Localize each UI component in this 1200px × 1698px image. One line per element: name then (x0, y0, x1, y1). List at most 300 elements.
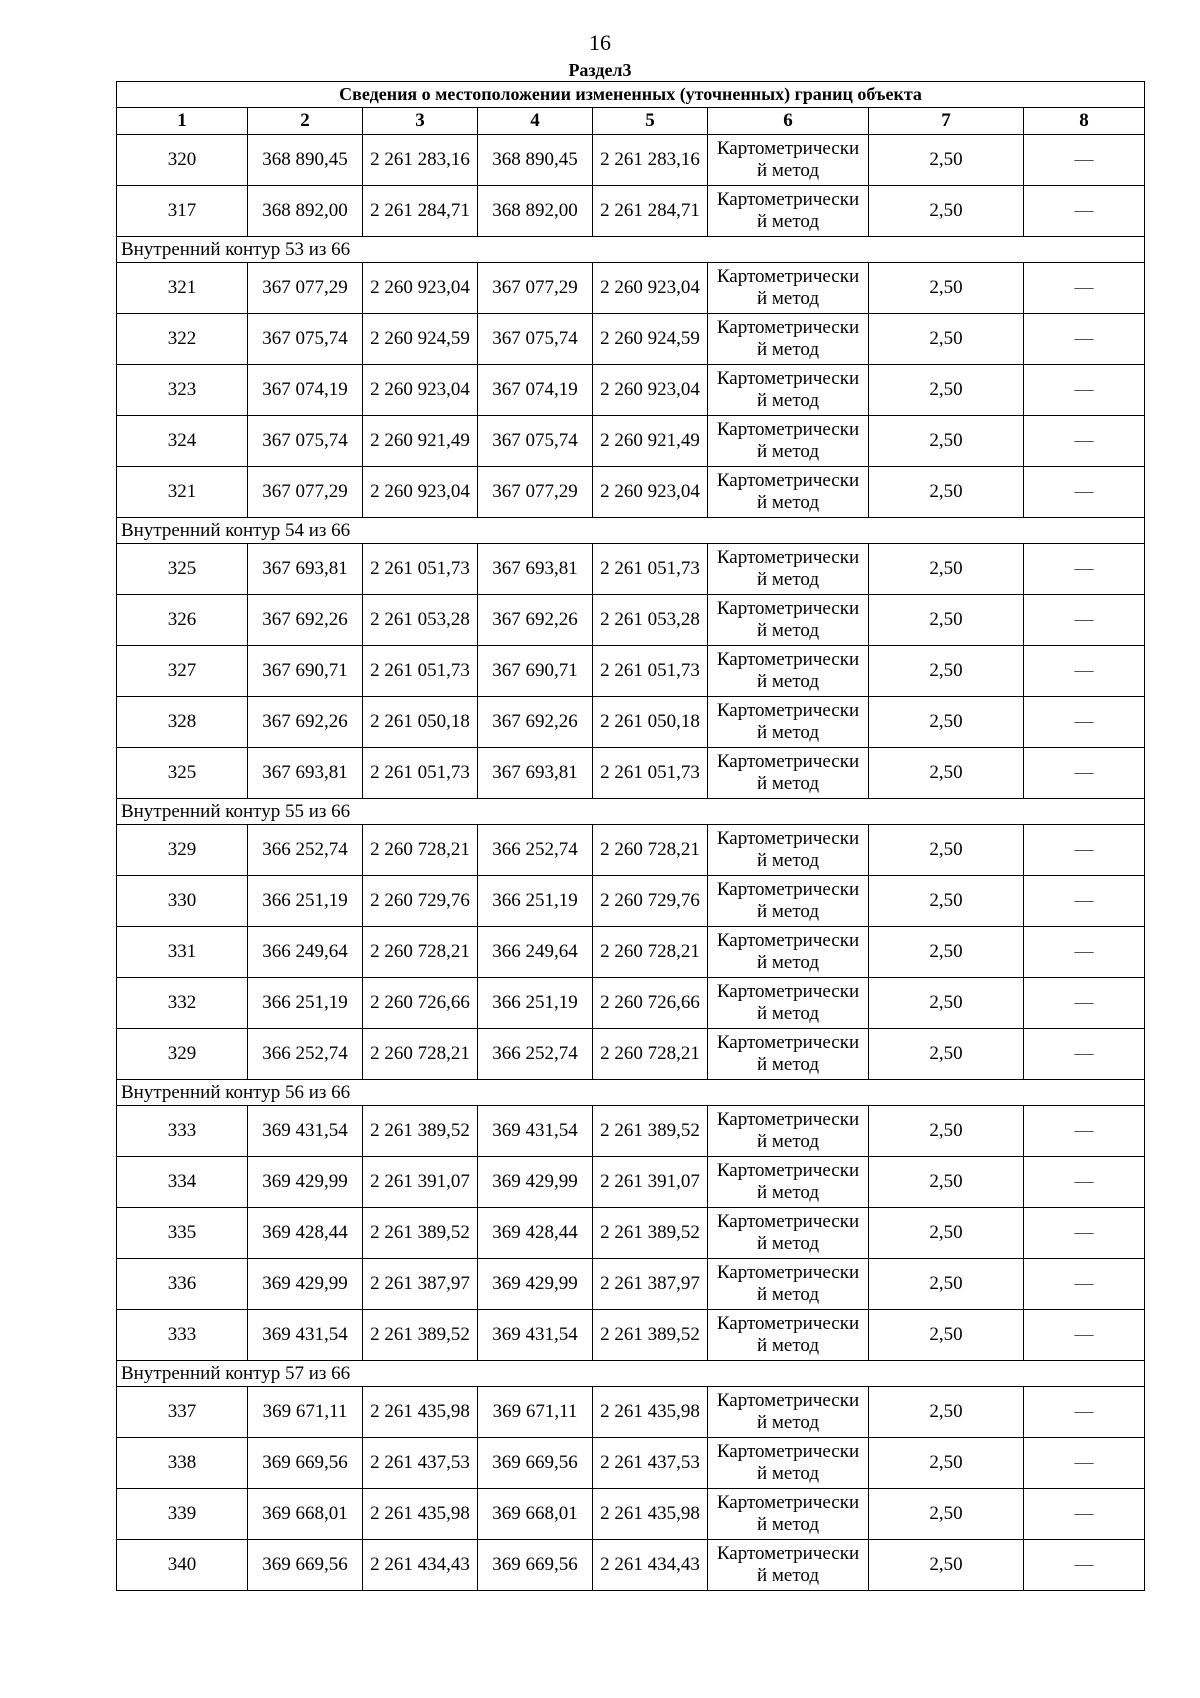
method-line: й метод (756, 1335, 820, 1356)
x-new-cell: 367 077,29 (478, 263, 593, 314)
method-cell (708, 263, 869, 314)
x-new-cell: 367 077,29 (478, 467, 593, 518)
y-new-cell: 2 260 923,04 (593, 467, 708, 518)
y-old-cell: 2 261 283,16 (363, 135, 478, 186)
method-line: й метод (756, 1182, 820, 1203)
x-old-cell: 369 669,56 (248, 1540, 363, 1591)
method-line: Картометрически (716, 266, 860, 287)
x-old-cell: 369 429,99 (248, 1157, 363, 1208)
note-cell: — (1024, 1489, 1145, 1540)
method-line: й метод (756, 722, 820, 743)
accuracy-cell: 2,50 (869, 1540, 1024, 1591)
table-row (117, 467, 1145, 518)
table-row (117, 544, 1145, 595)
contour-label: Внутренний контур 54 из 66 (117, 518, 1145, 544)
y-new-cell: 2 261 389,52 (593, 1310, 708, 1361)
contour-header-row (117, 237, 1145, 263)
note-cell: — (1024, 1438, 1145, 1489)
accuracy-cell: 2,50 (869, 1157, 1024, 1208)
x-old-cell: 369 671,11 (248, 1387, 363, 1438)
x-old-cell: 369 428,44 (248, 1208, 363, 1259)
table-row (117, 1157, 1145, 1208)
x-new-cell: 369 669,56 (478, 1540, 593, 1591)
table-caption: Сведения о местоположении измененных (уточненных) границ объекта (117, 82, 1145, 108)
y-old-cell: 2 261 051,73 (363, 748, 478, 799)
table-row (117, 365, 1145, 416)
point-number-cell: 331 (117, 927, 248, 978)
point-number-cell: 327 (117, 646, 248, 697)
accuracy-cell: 2,50 (869, 1208, 1024, 1259)
method-line: Картометрически (716, 751, 860, 772)
method-line: Картометрически (716, 981, 860, 1002)
x-new-cell: 369 669,56 (478, 1438, 593, 1489)
method-cell (708, 927, 869, 978)
y-new-cell: 2 260 728,21 (593, 927, 708, 978)
point-number-cell: 339 (117, 1489, 248, 1540)
method-cell (708, 697, 869, 748)
method-line: й метод (756, 1131, 820, 1152)
x-new-cell: 368 890,45 (478, 135, 593, 186)
y-new-cell: 2 260 924,59 (593, 314, 708, 365)
point-number-cell: 329 (117, 825, 248, 876)
x-new-cell: 367 690,71 (478, 646, 593, 697)
y-new-cell: 2 261 435,98 (593, 1387, 708, 1438)
x-new-cell: 367 074,19 (478, 365, 593, 416)
y-new-cell: 2 261 050,18 (593, 697, 708, 748)
y-old-cell: 2 261 434,43 (363, 1540, 478, 1591)
table-row (117, 927, 1145, 978)
method-line: й метод (756, 1233, 820, 1254)
y-new-cell: 2 261 389,52 (593, 1106, 708, 1157)
method-line: Картометрически (716, 138, 860, 159)
table-row (117, 1106, 1145, 1157)
table-row (117, 1029, 1145, 1080)
note-cell: — (1024, 595, 1145, 646)
y-old-cell: 2 261 050,18 (363, 697, 478, 748)
method-cell (708, 314, 869, 365)
x-old-cell: 367 075,74 (248, 416, 363, 467)
point-number-cell: 323 (117, 365, 248, 416)
method-line: Картометрически (716, 828, 860, 849)
method-line: Картометрически (716, 1109, 860, 1130)
column-number: 4 (478, 108, 593, 135)
table-row (117, 748, 1145, 799)
note-cell: — (1024, 1387, 1145, 1438)
note-cell: — (1024, 1157, 1145, 1208)
x-old-cell: 369 668,01 (248, 1489, 363, 1540)
method-cell (708, 1157, 869, 1208)
method-line: Картометрически (716, 419, 860, 440)
accuracy-cell: 2,50 (869, 595, 1024, 646)
point-number-cell: 328 (117, 697, 248, 748)
y-old-cell: 2 261 051,73 (363, 544, 478, 595)
point-number-cell: 338 (117, 1438, 248, 1489)
x-new-cell: 366 252,74 (478, 825, 593, 876)
y-new-cell: 2 260 923,04 (593, 365, 708, 416)
x-new-cell: 367 692,26 (478, 697, 593, 748)
y-old-cell: 2 260 728,21 (363, 825, 478, 876)
y-new-cell: 2 260 921,49 (593, 416, 708, 467)
column-number: 5 (593, 108, 708, 135)
point-number-cell: 325 (117, 544, 248, 595)
method-cell (708, 1259, 869, 1310)
method-cell (708, 1387, 869, 1438)
x-new-cell: 367 075,74 (478, 416, 593, 467)
x-new-cell: 369 668,01 (478, 1489, 593, 1540)
x-new-cell: 366 249,64 (478, 927, 593, 978)
x-new-cell: 366 251,19 (478, 978, 593, 1029)
table-row (117, 1387, 1145, 1438)
x-old-cell: 366 251,19 (248, 978, 363, 1029)
x-new-cell: 368 892,00 (478, 186, 593, 237)
y-old-cell: 2 260 729,76 (363, 876, 478, 927)
x-old-cell: 366 252,74 (248, 1029, 363, 1080)
y-new-cell: 2 261 389,52 (593, 1208, 708, 1259)
y-old-cell: 2 261 437,53 (363, 1438, 478, 1489)
x-old-cell: 367 075,74 (248, 314, 363, 365)
x-old-cell: 367 693,81 (248, 748, 363, 799)
method-line: Картометрически (716, 189, 860, 210)
boundary-coordinates-table (116, 81, 1145, 1591)
y-new-cell: 2 261 053,28 (593, 595, 708, 646)
column-number: 8 (1024, 108, 1145, 135)
x-old-cell: 367 692,26 (248, 595, 363, 646)
method-line: Картометрически (716, 1492, 860, 1513)
table-row (117, 135, 1145, 186)
note-cell: — (1024, 1029, 1145, 1080)
column-number-row (117, 108, 1145, 135)
point-number-cell: 320 (117, 135, 248, 186)
point-number-cell: 326 (117, 595, 248, 646)
y-new-cell: 2 260 728,21 (593, 1029, 708, 1080)
note-cell: — (1024, 927, 1145, 978)
method-line: Картометрически (716, 1441, 860, 1462)
method-line: Картометрически (716, 1211, 860, 1232)
contour-header-row (117, 799, 1145, 825)
y-old-cell: 2 261 389,52 (363, 1106, 478, 1157)
method-line: й метод (756, 1463, 820, 1484)
note-cell: — (1024, 1259, 1145, 1310)
point-number-cell: 337 (117, 1387, 248, 1438)
x-old-cell: 367 692,26 (248, 697, 363, 748)
method-cell (708, 135, 869, 186)
method-line: й метод (756, 339, 820, 360)
method-cell (708, 1029, 869, 1080)
note-cell: — (1024, 416, 1145, 467)
note-cell: — (1024, 365, 1145, 416)
note-cell: — (1024, 544, 1145, 595)
x-new-cell: 367 693,81 (478, 748, 593, 799)
contour-header-row (117, 518, 1145, 544)
y-new-cell: 2 261 051,73 (593, 748, 708, 799)
accuracy-cell: 2,50 (869, 876, 1024, 927)
method-cell (708, 365, 869, 416)
method-line: й метод (756, 1284, 820, 1305)
note-cell: — (1024, 748, 1145, 799)
method-line: й метод (756, 620, 820, 641)
method-line: Картометрически (716, 700, 860, 721)
accuracy-cell: 2,50 (869, 748, 1024, 799)
page-number: 16 (589, 30, 611, 55)
x-new-cell: 367 693,81 (478, 544, 593, 595)
accuracy-cell: 2,50 (869, 1106, 1024, 1157)
y-old-cell: 2 260 923,04 (363, 365, 478, 416)
x-new-cell: 369 429,99 (478, 1259, 593, 1310)
y-new-cell: 2 260 923,04 (593, 263, 708, 314)
accuracy-cell: 2,50 (869, 135, 1024, 186)
x-old-cell: 368 890,45 (248, 135, 363, 186)
method-line: Картометрически (716, 368, 860, 389)
y-old-cell: 2 260 923,04 (363, 467, 478, 518)
column-number: 3 (363, 108, 478, 135)
method-cell (708, 595, 869, 646)
accuracy-cell: 2,50 (869, 927, 1024, 978)
point-number-cell: 335 (117, 1208, 248, 1259)
point-number-cell: 325 (117, 748, 248, 799)
accuracy-cell: 2,50 (869, 365, 1024, 416)
column-number: 2 (248, 108, 363, 135)
x-old-cell: 367 074,19 (248, 365, 363, 416)
method-line: й метод (756, 952, 820, 973)
accuracy-cell: 2,50 (869, 263, 1024, 314)
y-old-cell: 2 261 051,73 (363, 646, 478, 697)
x-new-cell: 367 692,26 (478, 595, 593, 646)
accuracy-cell: 2,50 (869, 186, 1024, 237)
x-new-cell: 369 431,54 (478, 1310, 593, 1361)
method-cell (708, 646, 869, 697)
table-row (117, 978, 1145, 1029)
note-cell: — (1024, 876, 1145, 927)
point-number-cell: 333 (117, 1106, 248, 1157)
x-old-cell: 366 252,74 (248, 825, 363, 876)
method-cell (708, 748, 869, 799)
x-new-cell: 369 429,99 (478, 1157, 593, 1208)
method-line: Картометрически (716, 930, 860, 951)
method-cell (708, 467, 869, 518)
method-cell (708, 1438, 869, 1489)
y-old-cell: 2 261 053,28 (363, 595, 478, 646)
point-number-cell: 324 (117, 416, 248, 467)
note-cell: — (1024, 1540, 1145, 1591)
note-cell: — (1024, 1106, 1145, 1157)
accuracy-cell: 2,50 (869, 1029, 1024, 1080)
table-row (117, 1438, 1145, 1489)
method-line: Картометрически (716, 547, 860, 568)
method-cell (708, 186, 869, 237)
y-new-cell: 2 261 435,98 (593, 1489, 708, 1540)
y-new-cell: 2 261 283,16 (593, 135, 708, 186)
method-line: й метод (756, 569, 820, 590)
table-row (117, 1489, 1145, 1540)
table-row (117, 825, 1145, 876)
method-cell (708, 978, 869, 1029)
x-new-cell: 366 251,19 (478, 876, 593, 927)
method-line: Картометрически (716, 879, 860, 900)
accuracy-cell: 2,50 (869, 1310, 1024, 1361)
note-cell: — (1024, 1310, 1145, 1361)
y-old-cell: 2 261 389,52 (363, 1310, 478, 1361)
note-cell: — (1024, 467, 1145, 518)
column-number: 6 (708, 108, 869, 135)
method-line: й метод (756, 671, 820, 692)
contour-label: Внутренний контур 57 из 66 (117, 1361, 1145, 1387)
y-old-cell: 2 260 924,59 (363, 314, 478, 365)
accuracy-cell: 2,50 (869, 416, 1024, 467)
method-line: й метод (756, 901, 820, 922)
section-title: Раздел3 (568, 60, 632, 80)
point-number-cell: 334 (117, 1157, 248, 1208)
method-line: й метод (756, 211, 820, 232)
x-old-cell: 366 249,64 (248, 927, 363, 978)
note-cell: — (1024, 825, 1145, 876)
accuracy-cell: 2,50 (869, 978, 1024, 1029)
accuracy-cell: 2,50 (869, 825, 1024, 876)
table-row (117, 595, 1145, 646)
method-line: Картометрически (716, 1262, 860, 1283)
x-old-cell: 367 077,29 (248, 263, 363, 314)
method-line: Картометрически (716, 649, 860, 670)
method-line: й метод (756, 1514, 820, 1535)
table-body (117, 135, 1145, 1591)
method-line: й метод (756, 492, 820, 513)
method-line: Картометрически (716, 598, 860, 619)
table-row (117, 1540, 1145, 1591)
y-new-cell: 2 261 391,07 (593, 1157, 708, 1208)
point-number-cell: 321 (117, 467, 248, 518)
x-old-cell: 366 251,19 (248, 876, 363, 927)
y-new-cell: 2 261 284,71 (593, 186, 708, 237)
accuracy-cell: 2,50 (869, 1387, 1024, 1438)
method-line: Картометрически (716, 1032, 860, 1053)
x-old-cell: 367 077,29 (248, 467, 363, 518)
table-row (117, 186, 1145, 237)
x-old-cell: 369 431,54 (248, 1310, 363, 1361)
accuracy-cell: 2,50 (869, 697, 1024, 748)
note-cell: — (1024, 135, 1145, 186)
point-number-cell: 329 (117, 1029, 248, 1080)
x-old-cell: 367 690,71 (248, 646, 363, 697)
y-new-cell: 2 261 437,53 (593, 1438, 708, 1489)
y-old-cell: 2 261 387,97 (363, 1259, 478, 1310)
y-old-cell: 2 260 728,21 (363, 927, 478, 978)
x-new-cell: 366 252,74 (478, 1029, 593, 1080)
y-new-cell: 2 261 051,73 (593, 646, 708, 697)
contour-label: Внутренний контур 55 из 66 (117, 799, 1145, 825)
table-row (117, 416, 1145, 467)
method-line: й метод (756, 441, 820, 462)
x-old-cell: 369 669,56 (248, 1438, 363, 1489)
column-number: 1 (117, 108, 248, 135)
note-cell: — (1024, 1208, 1145, 1259)
table-row (117, 314, 1145, 365)
y-old-cell: 2 261 389,52 (363, 1208, 478, 1259)
point-number-cell: 330 (117, 876, 248, 927)
point-number-cell: 333 (117, 1310, 248, 1361)
table-row (117, 263, 1145, 314)
point-number-cell: 321 (117, 263, 248, 314)
method-line: й метод (756, 390, 820, 411)
method-cell (708, 416, 869, 467)
y-new-cell: 2 261 387,97 (593, 1259, 708, 1310)
note-cell: — (1024, 978, 1145, 1029)
method-line: й метод (756, 288, 820, 309)
y-new-cell: 2 260 726,66 (593, 978, 708, 1029)
method-cell (708, 1208, 869, 1259)
method-line: Картометрически (716, 1390, 860, 1411)
table-row (117, 697, 1145, 748)
x-new-cell: 367 075,74 (478, 314, 593, 365)
table-row (117, 1259, 1145, 1310)
contour-header-row (117, 1361, 1145, 1387)
method-line: Картометрически (716, 1543, 860, 1564)
note-cell: — (1024, 314, 1145, 365)
accuracy-cell: 2,50 (869, 314, 1024, 365)
note-cell: — (1024, 186, 1145, 237)
method-cell (708, 1310, 869, 1361)
note-cell: — (1024, 263, 1145, 314)
point-number-cell: 332 (117, 978, 248, 1029)
method-cell (708, 876, 869, 927)
y-new-cell: 2 260 729,76 (593, 876, 708, 927)
method-line: й метод (756, 1412, 820, 1433)
contour-label: Внутренний контур 53 из 66 (117, 237, 1145, 263)
y-old-cell: 2 260 728,21 (363, 1029, 478, 1080)
method-cell (708, 825, 869, 876)
method-line: Картометрически (716, 317, 860, 338)
method-line: й метод (756, 1054, 820, 1075)
method-cell (708, 544, 869, 595)
x-old-cell: 369 431,54 (248, 1106, 363, 1157)
method-line: й метод (756, 1003, 820, 1024)
point-number-cell: 340 (117, 1540, 248, 1591)
point-number-cell: 317 (117, 186, 248, 237)
method-cell (708, 1540, 869, 1591)
contour-header-row (117, 1080, 1145, 1106)
table-row (117, 1208, 1145, 1259)
contour-label: Внутренний контур 56 из 66 (117, 1080, 1145, 1106)
x-new-cell: 369 431,54 (478, 1106, 593, 1157)
accuracy-cell: 2,50 (869, 1438, 1024, 1489)
method-line: Картометрически (716, 470, 860, 491)
accuracy-cell: 2,50 (869, 467, 1024, 518)
y-new-cell: 2 261 051,73 (593, 544, 708, 595)
x-new-cell: 369 428,44 (478, 1208, 593, 1259)
y-old-cell: 2 261 435,98 (363, 1387, 478, 1438)
method-line: Картометрически (716, 1313, 860, 1334)
method-line: й метод (756, 1565, 820, 1586)
y-old-cell: 2 260 726,66 (363, 978, 478, 1029)
table-caption-row (117, 82, 1145, 108)
point-number-cell: 336 (117, 1259, 248, 1310)
accuracy-cell: 2,50 (869, 646, 1024, 697)
accuracy-cell: 2,50 (869, 1489, 1024, 1540)
accuracy-cell: 2,50 (869, 1259, 1024, 1310)
y-new-cell: 2 261 434,43 (593, 1540, 708, 1591)
method-line: й метод (756, 160, 820, 181)
point-number-cell: 322 (117, 314, 248, 365)
y-old-cell: 2 261 391,07 (363, 1157, 478, 1208)
table-row (117, 646, 1145, 697)
method-cell (708, 1106, 869, 1157)
x-new-cell: 369 671,11 (478, 1387, 593, 1438)
x-old-cell: 367 693,81 (248, 544, 363, 595)
accuracy-cell: 2,50 (869, 544, 1024, 595)
method-cell (708, 1489, 869, 1540)
table-row (117, 876, 1145, 927)
method-line: Картометрически (716, 1160, 860, 1181)
y-old-cell: 2 260 921,49 (363, 416, 478, 467)
table-row (117, 1310, 1145, 1361)
